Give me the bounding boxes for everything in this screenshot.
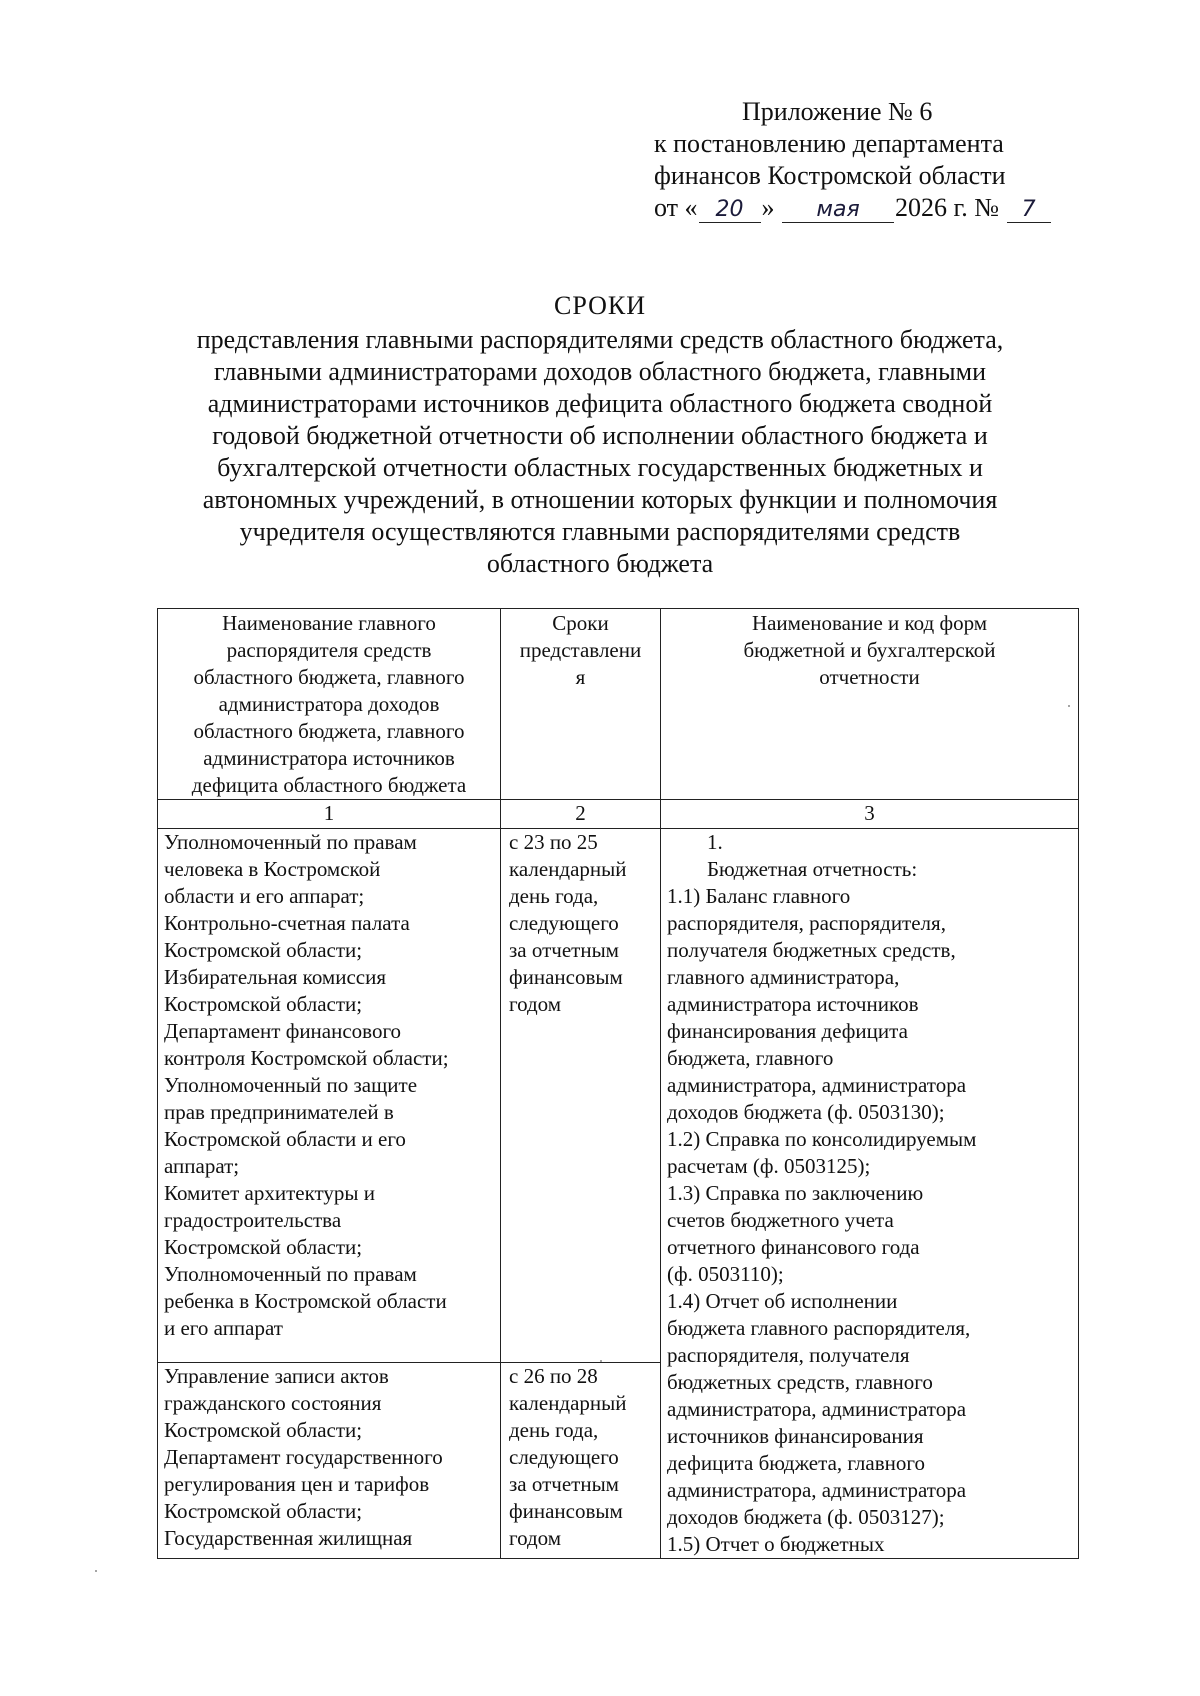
- forms-cell: [661, 829, 1079, 1559]
- appendix-header: [654, 96, 1074, 224]
- header-text: распорядителя средств: [226, 638, 432, 662]
- period-line: за отчетным: [509, 938, 619, 962]
- form-line: 1.2) Справка по консолидируемым: [667, 1127, 977, 1151]
- form-line: бюджетных средств, главного: [667, 1370, 933, 1394]
- recipient-line: гражданского состояния: [164, 1391, 382, 1416]
- deadlines-table: [157, 608, 1079, 1559]
- form-line: доходов бюджета (ф. 0503130);: [667, 1100, 945, 1124]
- date-prefix: от «: [654, 193, 698, 222]
- header-text: Наименование и код форм: [751, 611, 988, 635]
- column-number: 1: [158, 800, 501, 829]
- form-line: финансирования дефицита: [667, 1019, 908, 1043]
- form-line: получателя бюджетных средств,: [667, 938, 956, 962]
- recipient-line: прав предпринимателей в: [164, 1100, 394, 1124]
- recipient-line: Костромской области;: [164, 992, 363, 1016]
- form-line: отчетного финансового года: [667, 1235, 920, 1259]
- appendix-title: Приложение № 6: [742, 97, 933, 126]
- period-line: день года,: [509, 884, 599, 908]
- recipient-line: человека в Костромской: [164, 857, 381, 881]
- appendix-line-department: финансов Костромской области: [654, 161, 1006, 190]
- header-recipient: [158, 609, 501, 800]
- recipient-line: Департамент государственного: [164, 1445, 443, 1470]
- forms-heading-number: 1.: [707, 830, 723, 854]
- form-line: администратора источников: [667, 992, 919, 1016]
- scan-speck: [95, 1570, 97, 1572]
- document-number-handwritten: 7: [1007, 198, 1051, 223]
- recipient-line: ребенка в Костромской области: [164, 1289, 447, 1313]
- form-line: 1.3) Справка по заключению: [667, 1181, 924, 1205]
- column-number-row: [158, 800, 1079, 829]
- form-line: 1.4) Отчет об исполнении: [667, 1289, 898, 1313]
- subtitle-line: годовой бюджетной отчетности об исполнении областного бюджета и: [212, 421, 988, 450]
- header-text: отчетности: [819, 665, 920, 689]
- form-line: (ф. 0503110);: [667, 1262, 784, 1286]
- form-line: 1.1) Баланс главного: [667, 884, 851, 908]
- period-line: календарный: [509, 857, 627, 881]
- document-title: СРОКИ: [553, 291, 646, 320]
- subtitle-line: администраторами источников дефицита областного бюджета сводной: [207, 389, 993, 418]
- header-text: областного бюджета, главного: [193, 665, 465, 689]
- date-day-handwritten: 20: [699, 198, 761, 223]
- subtitle-line: главными администраторами доходов областного бюджета, главными: [214, 357, 986, 386]
- forms-heading-text: Бюджетная отчетность:: [707, 857, 918, 881]
- form-line: доходов бюджета (ф. 0503127);: [667, 1505, 945, 1529]
- column-number: 2: [501, 800, 661, 829]
- recipient-line: Контрольно-счетная палата: [164, 911, 410, 935]
- header-text: администратора источников: [203, 746, 455, 770]
- period-cell: [501, 829, 661, 1363]
- recipient-line: контроля Костромской области;: [164, 1046, 449, 1070]
- recipient-line: Государственная жилищная: [164, 1526, 413, 1551]
- period-line: следующего: [509, 911, 619, 935]
- recipient-line: регулирования цен и тарифов: [164, 1472, 430, 1497]
- subtitle-line: областного бюджета: [486, 549, 714, 578]
- recipient-line: аппарат;: [164, 1154, 240, 1178]
- recipient-line: Уполномоченный по правам: [164, 1262, 417, 1286]
- period-line: финансовым: [509, 965, 623, 989]
- recipient-line: Уполномоченный по правам: [164, 830, 417, 854]
- scan-speck: [1068, 705, 1070, 707]
- subtitle-line: автономных учреждений, в отношении которых функции и полномочия: [202, 485, 998, 514]
- subtitle-line: бухгалтерской отчетности областных государственных бюджетных и: [217, 453, 983, 482]
- period-line: годом: [509, 1526, 562, 1551]
- period-line: календарный: [509, 1391, 627, 1416]
- appendix-line-decree: к постановлению департамента: [654, 129, 1004, 158]
- table-header-row: [158, 609, 1079, 800]
- recipient-line: Костромской области;: [164, 938, 363, 962]
- header-text: дефицита областного бюджета: [191, 773, 467, 797]
- form-line: администратора, администратора: [667, 1397, 967, 1421]
- scan-speck: [600, 1360, 602, 1362]
- recipients-cell: [158, 1363, 501, 1559]
- recipient-line: Департамент финансового: [164, 1019, 402, 1043]
- recipient-line: Избирательная комиссия: [164, 965, 386, 989]
- header-text: я: [575, 665, 586, 689]
- table-row: [158, 829, 1079, 1363]
- header-text: Сроки: [552, 611, 609, 635]
- form-line: расчетам (ф. 0503125);: [667, 1154, 871, 1178]
- document-subtitle: [120, 324, 1080, 580]
- date-mid: »: [761, 193, 775, 222]
- recipient-line: Уполномоченный по защите: [164, 1073, 418, 1097]
- recipient-line: Комитет архитектуры и: [164, 1181, 375, 1205]
- header-text: областного бюджета, главного: [193, 719, 465, 743]
- form-line: администратора, администратора: [667, 1073, 967, 1097]
- appendix-date-line: [654, 192, 1074, 224]
- period-line: годом: [509, 992, 562, 1016]
- period-line: финансовым: [509, 1499, 623, 1524]
- form-line: распорядителя, распорядителя,: [667, 911, 946, 935]
- subtitle-line: представления главными распорядителями средств областного бюджета,: [196, 325, 1004, 354]
- recipient-line: Костромской области и его: [164, 1127, 406, 1151]
- form-line: дефицита бюджета, главного: [667, 1451, 925, 1475]
- period-line: день года,: [509, 1418, 599, 1443]
- header-forms: [661, 609, 1079, 800]
- period-line: с 23 по 25: [509, 830, 598, 854]
- header-text: бюджетной и бухгалтерской: [743, 638, 996, 662]
- header-period: [501, 609, 661, 800]
- recipient-line: и его аппарат: [164, 1316, 283, 1340]
- period-line: за отчетным: [509, 1472, 619, 1497]
- subtitle-line: учредителя осуществляются главными распорядителями средств: [239, 517, 961, 546]
- form-line: счетов бюджетного учета: [667, 1208, 894, 1232]
- form-line: администратора, администратора: [667, 1478, 967, 1502]
- recipient-line: градостроительства: [164, 1208, 342, 1232]
- recipients-cell: [158, 829, 501, 1363]
- period-line: с 26 по 28: [509, 1364, 598, 1389]
- form-line: 1.5) Отчет о бюджетных: [667, 1532, 885, 1556]
- forms-heading: [667, 829, 1072, 883]
- recipient-line: Костромской области;: [164, 1235, 363, 1259]
- recipient-line: Костромской области;: [164, 1499, 363, 1524]
- column-number: 3: [661, 800, 1079, 829]
- recipient-line: Управление записи актов: [164, 1364, 389, 1389]
- recipient-line: области и его аппарат;: [164, 884, 365, 908]
- period-cell: [501, 1363, 661, 1559]
- date-month-handwritten: мая: [782, 198, 894, 223]
- header-text: Наименование главного: [222, 611, 436, 635]
- form-line: бюджета, главного: [667, 1046, 834, 1070]
- header-text: администратора доходов: [218, 692, 440, 716]
- form-line: главного администратора,: [667, 965, 900, 989]
- form-line: бюджета главного распорядителя,: [667, 1316, 971, 1340]
- form-line: источников финансирования: [667, 1424, 924, 1448]
- period-line: следующего: [509, 1445, 619, 1470]
- date-year: 2026 г. №: [895, 193, 1000, 222]
- form-line: распорядителя, получателя: [667, 1343, 910, 1367]
- recipient-line: Костромской области;: [164, 1418, 363, 1443]
- header-text: представлени: [519, 638, 642, 662]
